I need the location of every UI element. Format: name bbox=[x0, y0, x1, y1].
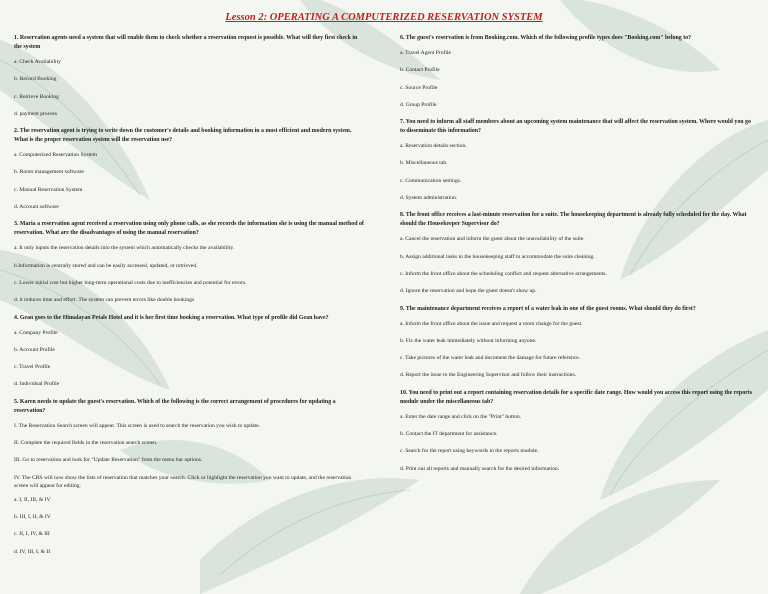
option: b. Record Booking bbox=[14, 76, 57, 83]
option: d. Individual Profile bbox=[14, 381, 60, 388]
option: b. Contact Profile bbox=[400, 67, 440, 74]
option: b. III, I, II, & IV bbox=[14, 513, 51, 520]
question-7: 7. You need to inform all staff members about an upcoming system maintenance that will affect the reservation system. Where would you go to disseminate this information? bbox=[400, 119, 751, 135]
question-5: 5. Karen needs to update the guest's reservation. Which of the following is the correct arrangement of procedures for updating a reservation? bbox=[14, 398, 336, 414]
option: d. Ignore the reservation and hope the guest doesn't show up. bbox=[400, 288, 537, 295]
question-8: 8. The front office receives a last-minute reservation for a suite. The housekeeping department is already fully scheduled for the day. What should the Housekeeper Supervisor do? bbox=[400, 212, 747, 228]
option: c. Take pictures of the water leak and document the damage for future reference. bbox=[400, 355, 581, 362]
option: a. Check Availability bbox=[14, 59, 61, 65]
option: I. The Reservation Search screen will appear. This screen is used to search the reservation you wish to update. bbox=[14, 422, 260, 429]
option: a. Travel Agent Profile bbox=[400, 50, 451, 56]
option: b. Account Profile bbox=[14, 346, 55, 353]
option: a. Inform the front office about the issue and request a room change for the guest. bbox=[400, 320, 583, 327]
option: c. Retrieve Booking bbox=[14, 93, 59, 100]
option: d. Group Profile bbox=[400, 101, 437, 108]
option: d. Print out all reports and manually search for the desired information. bbox=[400, 465, 560, 472]
option: c. Travel Profile bbox=[14, 364, 51, 371]
option: II. Complete the required fields in the reservation search screen. bbox=[14, 440, 158, 447]
option: a. Enter the date range and click on the "Print" button. bbox=[400, 413, 522, 420]
option: d. it reduces time and effort. The system can prevent errors like double bookings bbox=[14, 297, 195, 304]
option: a. Computerized Reservation System bbox=[14, 152, 97, 159]
right-column bbox=[400, 34, 752, 482]
option: c. Source Profile bbox=[400, 84, 438, 91]
question-2: 2. The reservation agent is trying to write down the customer's details and booking information in a most efficient and modern system. What is the proper reservation system will the reservation use? bbox=[14, 128, 352, 144]
option: d. Report the issue to the Engineering Supervisor and follow their instructions. bbox=[400, 372, 577, 379]
option: b. Miscellaneous tab. bbox=[400, 160, 448, 167]
option: a. Company Profile bbox=[14, 329, 58, 336]
question-1: 1. Reservation agents need a system that will enable them to check whether a reservation request is possible. What will they first check in the system bbox=[14, 35, 358, 50]
option: IV. The CRS will now show the lists of reservation that matches your search. Click or highlight the reservation you want to update, and the reservation screen will appear for editing. bbox=[14, 474, 352, 489]
option: d. IV, III, I, & II bbox=[14, 548, 51, 555]
question-4: 4. Gean goes to the Himalayan Petals Hotel and it is her first time booking a reservation. What type of profile did Gean have? bbox=[14, 314, 329, 321]
page-title: Lesson 2: OPERATING A COMPUTERIZED RESERVATION SYSTEM bbox=[225, 12, 543, 23]
option: b.Information is centrally stored and can be easily accessed, updated, or retrieved. bbox=[14, 262, 198, 269]
option: a. Reservation details section. bbox=[400, 143, 467, 150]
option: c. Inform the front office about the scheduling conflict and request alternative arrangements. bbox=[400, 270, 607, 277]
option: a. I, II, III, & IV bbox=[14, 496, 51, 503]
option: a. Cancel the reservation and inform the guest about the unavailability of the suite. bbox=[400, 236, 585, 243]
option: b. Assign additional tasks to the housekeeping staff to accommodate the suite cleaning. bbox=[400, 253, 595, 260]
option: d. payment process bbox=[14, 110, 58, 117]
option: d. System administration. bbox=[400, 195, 458, 202]
option: b. Contact the IT department for assistance. bbox=[400, 431, 498, 438]
option: c. Manual Reservation System bbox=[14, 186, 83, 193]
option: d. Account software bbox=[14, 204, 59, 211]
option: c. Lower initial cost but higher long-term operational costs due to inefficiencies and potential for errors. bbox=[14, 279, 247, 286]
option: b. Fix the water leak immediately without informing anyone. bbox=[400, 337, 537, 344]
question-3: 3. Maria a reservation agent received a reservation using only phone calls, as she records the information she is using the manual method of reservation. What are the disadvantages of using the manual reservation? bbox=[14, 221, 364, 237]
option: c. Search for the report using keywords in the reports module. bbox=[400, 448, 539, 455]
option: c. Communication settings. bbox=[400, 177, 462, 184]
question-10: 10. You need to print out a report containing reservation details for a specific date range. How would you access this report using the reports module under the miscellaneous tab? bbox=[400, 389, 753, 405]
left-column bbox=[14, 34, 364, 565]
option: III. Go to reservation and look for "Update Reservation" from the menu bar options. bbox=[14, 457, 203, 464]
option: a. It only inputs the reservation details into the system which automatically checks the availability. bbox=[14, 245, 235, 252]
question-9: 9. The maintenance department receives a report of a water leak in one of the guest rooms. What should they do first? bbox=[400, 305, 696, 312]
option: c. II, I, IV, & III bbox=[14, 531, 50, 538]
option: b. Room management software bbox=[14, 169, 84, 176]
question-6: 6. The guest's reservation is from Booking.com. Which of the following profile types does "Booking.com" belong to? bbox=[400, 35, 692, 41]
